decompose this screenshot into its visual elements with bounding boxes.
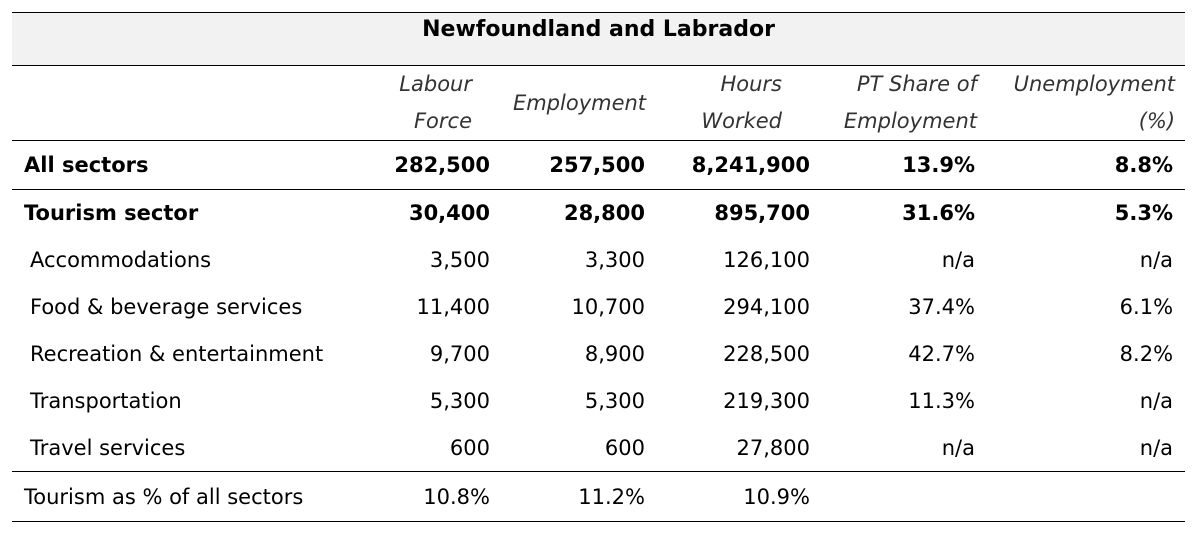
header-hours-worked: Hours Worked bbox=[657, 66, 822, 141]
cell-employment: 5,300 bbox=[584, 388, 645, 413]
cell-pt-share: n/a bbox=[822, 424, 987, 472]
row-label: Travel services bbox=[12, 424, 367, 472]
cell-unemployment bbox=[987, 472, 1185, 522]
cell-employment: 10,700 bbox=[571, 294, 645, 319]
cell-labour-force: 3,500 bbox=[429, 247, 490, 272]
cell-unemployment: 5.3% bbox=[1114, 201, 1174, 225]
cell-hours-worked: 126,100 bbox=[723, 247, 810, 272]
cell-hours-worked: 895,700 bbox=[714, 201, 810, 225]
cell-pt-share: 13.9% bbox=[822, 141, 987, 190]
cell-hours-worked: 228,500 bbox=[723, 341, 810, 366]
row-label: Transportation bbox=[30, 388, 182, 413]
cell-labour-force: 10.8% bbox=[367, 472, 502, 522]
table-row bbox=[12, 472, 1185, 522]
table-row bbox=[12, 330, 1185, 377]
table-row bbox=[12, 190, 1185, 237]
cell-hours-worked: 10.9% bbox=[657, 472, 822, 522]
header-unemployment: Unemployment (%) bbox=[987, 66, 1185, 141]
cell-unemployment: 8.8% bbox=[987, 141, 1185, 190]
row-label: Tourism as % of all sectors bbox=[12, 472, 367, 522]
cell-pt-share: 31.6% bbox=[902, 201, 975, 225]
header-employment: Employment bbox=[502, 66, 657, 141]
header-row bbox=[12, 66, 1185, 141]
cell-labour-force: 600 bbox=[367, 424, 502, 472]
cell-labour-force: 5,300 bbox=[429, 388, 490, 413]
cell-hours-worked: 219,300 bbox=[723, 388, 810, 413]
cell-labour-force: 11,400 bbox=[416, 294, 490, 319]
cell-employment: 8,900 bbox=[584, 341, 645, 366]
title-row bbox=[12, 13, 1185, 66]
cell-pt-share bbox=[822, 472, 987, 522]
table-container bbox=[12, 12, 1185, 522]
cell-labour-force: 282,500 bbox=[367, 141, 502, 190]
table-row bbox=[12, 377, 1185, 424]
table-row bbox=[12, 236, 1185, 283]
table-row bbox=[12, 283, 1185, 330]
cell-unemployment: n/a bbox=[1139, 388, 1174, 413]
cell-hours-worked: 27,800 bbox=[657, 424, 822, 472]
row-label: All sectors bbox=[12, 141, 367, 190]
cell-employment: 257,500 bbox=[502, 141, 657, 190]
cell-hours-worked: 294,100 bbox=[723, 294, 810, 319]
cell-employment: 11.2% bbox=[502, 472, 657, 522]
cell-unemployment: 8.2% bbox=[1119, 341, 1174, 366]
cell-hours-worked: 8,241,900 bbox=[657, 141, 822, 190]
cell-unemployment: 6.1% bbox=[1119, 294, 1174, 319]
header-pt-share: PT Share of Employment bbox=[822, 66, 987, 141]
header-label-column bbox=[12, 66, 367, 141]
cell-unemployment: n/a bbox=[1139, 247, 1174, 272]
cell-pt-share: 37.4% bbox=[908, 294, 975, 319]
cell-employment: 600 bbox=[502, 424, 657, 472]
cell-labour-force: 9,700 bbox=[429, 341, 490, 366]
row-label: Food & beverage services bbox=[30, 294, 303, 319]
statistics-table bbox=[12, 12, 1185, 522]
cell-employment: 28,800 bbox=[563, 201, 645, 225]
table-row bbox=[12, 141, 1185, 190]
cell-labour-force: 30,400 bbox=[408, 201, 490, 225]
row-label: Recreation & entertainment bbox=[30, 341, 324, 366]
header-labour-force: Labour Force bbox=[367, 66, 502, 141]
table-row bbox=[12, 424, 1185, 472]
row-label: Accommodations bbox=[30, 247, 212, 272]
cell-employment: 3,300 bbox=[584, 247, 645, 272]
table-title: Newfoundland and Labrador bbox=[12, 13, 1185, 66]
row-label: Tourism sector bbox=[24, 201, 199, 225]
cell-unemployment: n/a bbox=[987, 424, 1185, 472]
cell-pt-share: n/a bbox=[941, 247, 975, 272]
cell-pt-share: 42.7% bbox=[908, 341, 975, 366]
cell-pt-share: 11.3% bbox=[908, 388, 975, 413]
